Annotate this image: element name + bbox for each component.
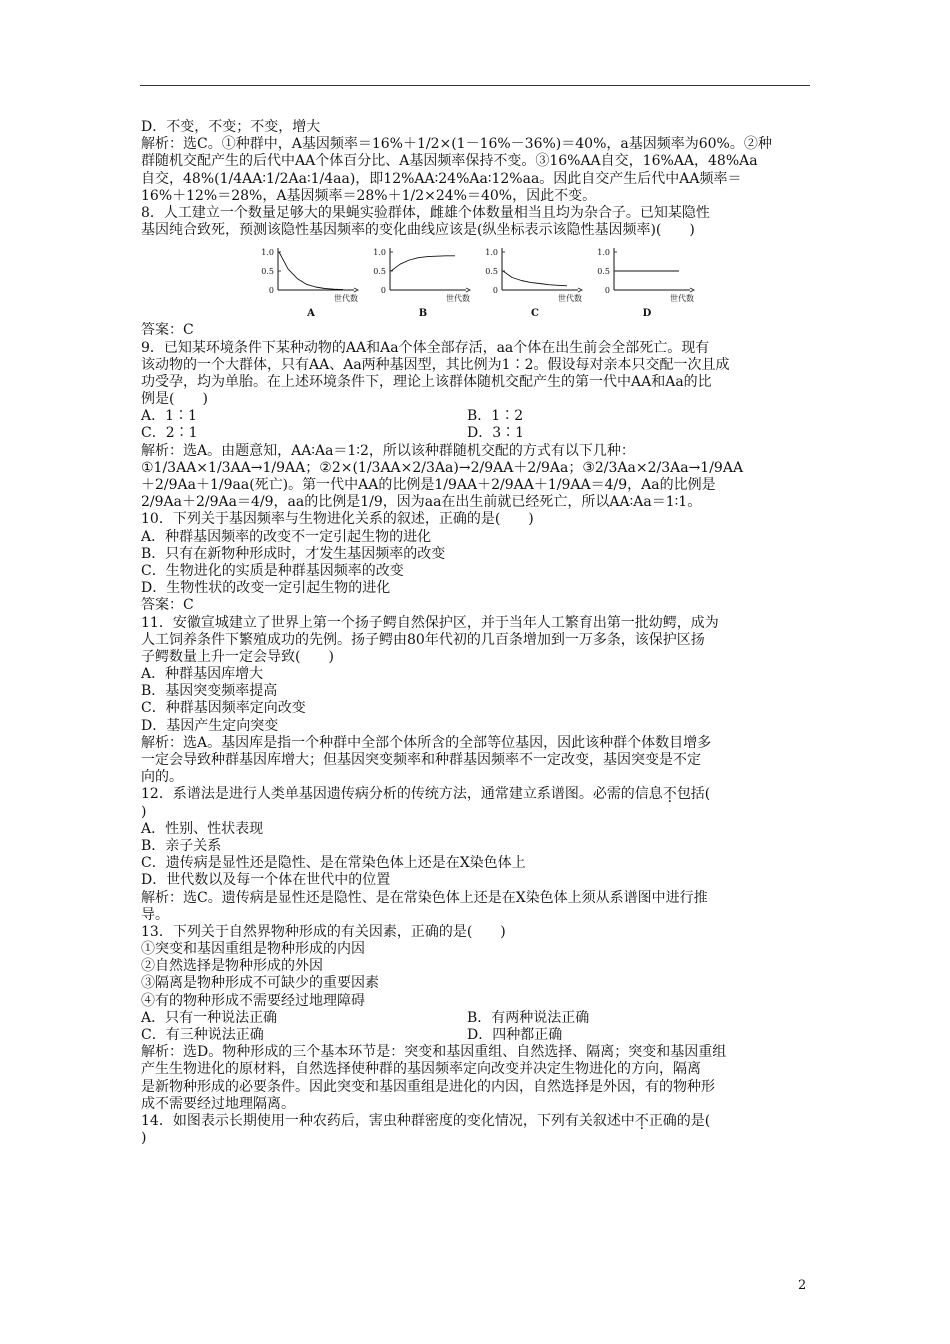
text-line: ①1/3AA×1/3AA→1/9AA；②2×(1/3AA×2/3Aa)→2/9AA＋2/9Aa；③2/3Aa×2/3Aa→1/9AA (141, 459, 744, 476)
chart-d-plot (590, 242, 700, 318)
text-line: 8．人工建立一个数量足够大的果蝇实验群体，雌雄个体数量相当且均为杂合子。已知某隐性 (141, 204, 710, 221)
text-line: 自交，48%(1/4AA∶1/2Aa∶1/4aa)，即12%AA∶24%Aa∶12%aa。因此自交产生后代中AA频率＝ (141, 170, 742, 187)
text-line: 导。 (141, 906, 169, 923)
x-axis-label: 世代数 (558, 294, 582, 304)
q14-stem-end: 正确的是( (648, 1112, 711, 1129)
chart-c-plot (478, 242, 588, 318)
text-line: B．亲子关系 (141, 837, 222, 854)
chart-d (590, 242, 700, 318)
q12-emphasis: 不 (662, 786, 677, 803)
chart-a-plot (254, 242, 364, 318)
text-line: 11．安徽宣城建立了世界上第一个扬子鳄自然保护区，并于当年人工繁育出第一批幼鳄，成为 (141, 614, 719, 631)
y-tick-label: 1.0 (261, 248, 274, 258)
text-line: ②自然选择是物种形成的外因 (141, 958, 323, 975)
text-line: A．性别、性状表现 (141, 820, 264, 837)
text-line: 成不需要经过地理隔离。 (141, 1095, 295, 1112)
y-tick-label: 1.0 (485, 248, 498, 258)
x-axis-arrow (578, 288, 582, 292)
option-row (141, 1027, 811, 1044)
y-tick-label: 0 (492, 286, 498, 296)
chart-b (366, 242, 476, 318)
text-line: B．基因突变频率提高 (141, 683, 278, 700)
text-line: 是新物种形成的必要条件。因此突变和基因重组是进化的内因，自然选择是外因，有的物种形 (141, 1078, 715, 1095)
text-line: C．生物进化的实质是种群基因频率的改变 (141, 562, 404, 579)
text-line: B．只有在新物种形成时，才发生基因频率的改变 (141, 545, 446, 562)
text-line: D．基因产生定向突变 (141, 717, 279, 734)
y-tick-label: 0.5 (373, 267, 386, 277)
text-line: D．世代数以及每一个体在世代中的位置 (141, 872, 391, 889)
question-7-tail (141, 119, 811, 239)
text-line: 2/9Aa＋2/9Aa＝4/9，aa的比例是1/9，因为aa在出生前就已经死亡，所以AA∶Aa＝1∶1。 (141, 494, 702, 511)
option: D．四种都正确 (467, 1027, 563, 1043)
page-content (141, 119, 811, 1147)
chart-panel-label: C (531, 308, 539, 320)
q8-chart-options (141, 242, 811, 318)
text-line: 人工饲养条件下繁殖成功的先例。扬子鳄由80年代初的几百条增加到一万多条，该保护区扬 (141, 631, 705, 648)
q13-analysis (141, 1044, 811, 1113)
q14-stem (141, 1113, 811, 1130)
text-line: 群随机交配产生的后代中AA个体百分比、A基因频率保持不变。③16%AA自交，16%AA，48%Aa (141, 153, 758, 170)
text-line: ③隔离是物种形成不可缺少的重要因素 (141, 975, 379, 992)
x-axis-label: 世代数 (670, 294, 694, 304)
option: A．1∶1 (141, 408, 197, 425)
y-tick-label: 1.0 (373, 248, 386, 258)
text-line: 16%＋12%＝28%，A基因频率＝28%＋1/2×24%＝40%，因此不变。 (141, 187, 597, 204)
text-line: 解析：选C。①种群中，A基因频率＝16%＋1/2×(1－16%－36%)＝40%，a基因频率为60%。②种 (141, 136, 772, 153)
text-line: A．种群基因频率的改变不一定引起生物的进化 (141, 528, 432, 545)
text-line: 向的。 (141, 769, 183, 786)
chart-panel-label: A (307, 308, 315, 320)
x-axis-label: 世代数 (446, 294, 470, 304)
text-line: D．不变，不变；不变，增大 (141, 119, 321, 135)
q13-options (141, 1010, 811, 1044)
text-line: ＋2/9Aa＋1/9aa(死亡)。第一代中AA的比例是1/9AA＋2/9AA＋1/9AA＝4/9，Aa的比例是 (141, 477, 716, 493)
y-tick-label: 0.5 (597, 267, 610, 277)
text-line: ) (141, 803, 147, 820)
chart-a (254, 242, 364, 318)
q14-stem-text: 14．如图表示长期使用一种农药后，害虫种群密度的变化情况，下列有关叙述中 (141, 1112, 635, 1129)
option: B．有两种说法正确 (467, 1009, 590, 1026)
page-number: 2 (798, 1278, 807, 1293)
text-line: 该动物的一个大群体，只有AA、Aa两种基因型，其比例为1∶2。假设每对亲本只交配一次且成 (141, 356, 730, 373)
y-tick-label: 0.5 (485, 267, 498, 277)
text-line: 解析：选D。物种形成的三个基本环节是：突变和基因重组、自然选择、隔离；突变和基因重组 (141, 1044, 727, 1061)
series-line (391, 256, 455, 271)
y-tick-label: 0 (380, 286, 386, 296)
text-line: A．种群基因库增大 (141, 666, 264, 683)
text-line: 10．下列关于基因频率与生物进化关系的叙述，正确的是( ) (141, 511, 534, 528)
option: D．3∶1 (467, 425, 525, 442)
q12-stem-end: 包括( (676, 786, 711, 803)
text-line: 答案：C (141, 597, 194, 614)
option: A．只有一种说法正确 (141, 1009, 278, 1026)
option-row (141, 408, 811, 425)
text-line: 基因纯合致死，预测该隐性基因频率的变化曲线应该是(纵坐标表示该隐性基因频率)( ) (141, 222, 695, 239)
text-line: 功受孕，均为单胎。在上述环境条件下，理论上该群体随机交配产生的第一代中AA和Aa的比 (141, 373, 712, 390)
text-line: 产生生物进化的原材料，自然选择使种群的基因频率定向改变并决定生物进化的方向，隔离 (141, 1061, 701, 1078)
x-axis-label: 世代数 (334, 294, 358, 304)
text-line: D．生物性状的改变一定引起生物的进化 (141, 580, 391, 597)
chart-panel-label: B (418, 308, 428, 320)
text-line: C．种群基因频率定向改变 (141, 700, 306, 717)
text-line: ④有的物种形成不需要经过地理障碍 (141, 992, 365, 1009)
questions-12-13 (141, 804, 811, 1010)
option: C．有三种说法正确 (141, 1027, 264, 1043)
text-line: 解析：选C。遗传病是显性还是隐性、是在常染色体上还是在X染色体上须从系谱图中进行推 (141, 889, 708, 906)
text-line: 解析：选A。由题意知，AA∶Aa＝1∶2，所以该种群随机交配的方式有以下几种： (141, 442, 635, 459)
text-line: 例是( ) (141, 391, 208, 408)
text-line: 子鳄数量上升一定会导致( ) (141, 648, 334, 665)
text-line: 9．已知某环境条件下某种动物的AA和Aa个体全部存活，aa个体在出生前会全部死亡。现有 (141, 339, 710, 356)
x-axis-arrow (354, 288, 358, 292)
y-tick-label: 0.5 (261, 267, 274, 277)
option: C．2∶1 (141, 425, 198, 442)
text-line: 答案：C (141, 322, 194, 339)
text-line: 解析：选A。基因库是指一个种群中全部个体所含的全部等位基因，因此该种群个体数目增多 (141, 734, 712, 751)
option-row (141, 1010, 811, 1027)
option-row (141, 425, 811, 442)
y-tick-label: 0 (604, 286, 610, 296)
text-line: 13．下列关于自然界物种形成的有关因素，正确的是( ) (141, 923, 506, 940)
x-axis-arrow (690, 288, 694, 292)
y-tick-label: 0 (268, 286, 274, 296)
chart-panel-label: D (642, 308, 652, 320)
series-line (279, 252, 343, 290)
q9-options (141, 408, 811, 442)
chart-c (478, 242, 588, 318)
chart-b-plot (366, 242, 476, 318)
y-tick-label: 1.0 (597, 248, 610, 258)
x-axis-arrow (466, 288, 470, 292)
text-line: C．遗传病是显性还是隐性、是在常染色体上还是在X染色体上 (141, 855, 526, 872)
option: B．1∶2 (467, 408, 524, 425)
question-9 (141, 322, 811, 408)
header-rule (140, 85, 810, 86)
questions-9-to-11 (141, 443, 811, 787)
q12-stem-text: 12．系谱法是进行人类单基因遗传病分析的传统方法，通常建立系谱图。必需的信息 (141, 786, 663, 803)
text-line: 一定会导致种群基因库增大；但基因突变频率和种群基因频率不一定改变，基因突变是不定 (141, 752, 701, 768)
q14-emphasis: 不 (634, 1112, 649, 1129)
text-line: ①突变和基因重组是物种形成的内因 (141, 941, 365, 958)
q12-stem (141, 786, 811, 803)
q14-close: ) (141, 1130, 147, 1147)
series-line (503, 271, 567, 286)
